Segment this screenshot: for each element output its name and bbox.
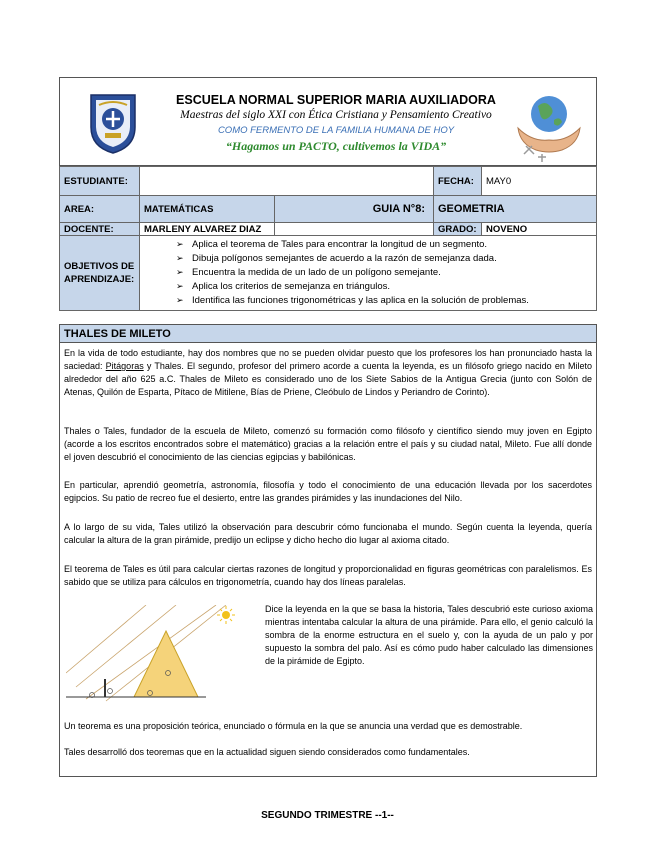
docente-value: MARLENY ALVAREZ DIAZ — [140, 223, 275, 236]
objetivos-label: OBJETIVOS DE APRENDIZAJE: — [60, 236, 140, 311]
objetivo-item: ➢ Dibuja polígonos semejantes de acuerdo a la razón de semejanza dada. — [174, 252, 596, 266]
pitagoras-link[interactable]: Pitágoras — [105, 361, 144, 371]
grado-value: NOVENO — [482, 223, 597, 236]
area-label: AREA: — [60, 196, 140, 223]
objetivos-cell — [140, 236, 597, 311]
fecha-label: FECHA: — [434, 167, 482, 196]
objetivo-item: ➢ Aplica el teorema de Tales para encontrar la longitud de un segmento. — [174, 238, 596, 252]
objetivo-item: ➢ Encuentra la medida de un lado de un polígono semejante. — [174, 266, 596, 280]
guia-value: GEOMETRIA — [434, 196, 597, 223]
paragraph-8: Tales desarrolló dos teoremas que en la actualidad siguen siendo considerados como fundamentales. — [64, 747, 470, 757]
school-header — [59, 77, 597, 166]
paragraph-3: En particular, aprendió geometría, astronomía, filosofía y todo el conocimiento de una educación llevada por los sacerdotes egipcios. Su patio de recreo fue el desierto, entre las grandes pirámides y las inundaciones del Nilo. — [64, 480, 592, 503]
school-subtitle: Maestras del siglo XXI con Ética Cristiana y Pensamiento Creativo — [180, 109, 492, 121]
fecha-value[interactable]: MAY0 — [482, 167, 597, 196]
guia-label: GUIA N°8: — [275, 196, 434, 223]
objetivos-list — [174, 236, 596, 310]
estudiante-value[interactable] — [140, 167, 434, 196]
paragraph-2: Thales o Tales, fundador de la escuela de Mileto, comenzó su formación como filósofo y científico siendo muy joven en Egipto (acorde a los escritos encontrados sobre el matemático) gracias a la relación entre el país y su ciudad natal, Mileto. Fue allí donde el joven descubrió el conocimiento de las ciencias egipcias y babilónicas. — [64, 426, 592, 462]
sun-icon — [217, 606, 235, 624]
estudiante-label: ESTUDIANTE: — [60, 167, 140, 196]
area-value: MATEMÁTICAS — [140, 196, 275, 223]
pyramid-shadow-icon — [66, 605, 266, 705]
paragraph-1-b: y Thales. El segundo, profesor del primero acorde a cuenta la leyenda, es un filósofo griego nacido en Mileto alrededor del año 625 a.C. Thales de Mileto es considerado uno de los Siete Sabios de la Antigua Grecia (junto con Solón de Atenas, Quilón de Esparta, Pítaco de Mitilene, Bías de Priene, Cleóbulo de Lindos y Periandro de Corinto). — [64, 361, 592, 397]
grado-label: GRADO: — [434, 223, 482, 236]
school-motto: “Hagamos un PACTO, cultivemos la VIDA” — [225, 139, 447, 153]
school-name: ESCUELA NORMAL SUPERIOR MARIA AUXILIADORA — [176, 93, 496, 107]
hands-globe-icon — [512, 84, 586, 162]
objetivo-item: ➢ Identifica las funciones trigonométricas y las aplica en la solución de problemas. — [174, 294, 596, 308]
info-table — [59, 166, 597, 311]
paragraph-4: A lo largo de su vida, Tales utilizó la observación para descubrir cómo funcionaba el mundo. Según cuenta la leyenda, quería calcular la altura de la gran pirámide, predijo un eclipse y dicho hecho dio lugar al axioma citado. — [64, 522, 592, 545]
page-footer: SEGUNDO TRIMESTRE --1-- — [261, 810, 394, 821]
school-ferment: COMO FERMENTO DE LA FAMILIA HUMANA DE HOY — [217, 125, 455, 136]
paragraph-1 — [64, 347, 592, 399]
content-section — [59, 324, 597, 777]
docente-spacer — [275, 223, 434, 236]
paragraph-1-a: En la vida de todo estudiante, hay dos nombres que no se pueden olvidar puesto que los profesores los han pronunciado hasta la saciedad: — [64, 348, 592, 371]
paragraph-7: Un teorema es una proposición teórica, enunciado o fórmula en la que se anuncia una verdad que es demostrable. — [64, 721, 523, 731]
section-title: THALES DE MILETO — [60, 325, 596, 343]
objetivo-item: ➢ Aplica los criterios de semejanza en triángulos. — [174, 280, 596, 294]
paragraph-6: Dice la leyenda en la que se basa la historia, Tales descubrió este curioso axioma mientras intentaba calcular la altura de una pirámide. Para ello, el genio calculó la sombra de la enorme estructura en el suelo y, con la ayuda de un palo y por supuesto la sombra del palo. Así es cómo pudo haber calculado las dimensiones de la pirámide de Egipto. — [265, 604, 593, 666]
paragraph-5: El teorema de Tales es útil para calcular ciertas razones de longitud y proporcionalidad en figuras geométricas con paralelismos. Es sabido que se utiliza para cálculos en trigonometría, cuando hay dos líneas paralelas. — [64, 564, 592, 587]
docente-label: DOCENTE: — [60, 223, 140, 236]
